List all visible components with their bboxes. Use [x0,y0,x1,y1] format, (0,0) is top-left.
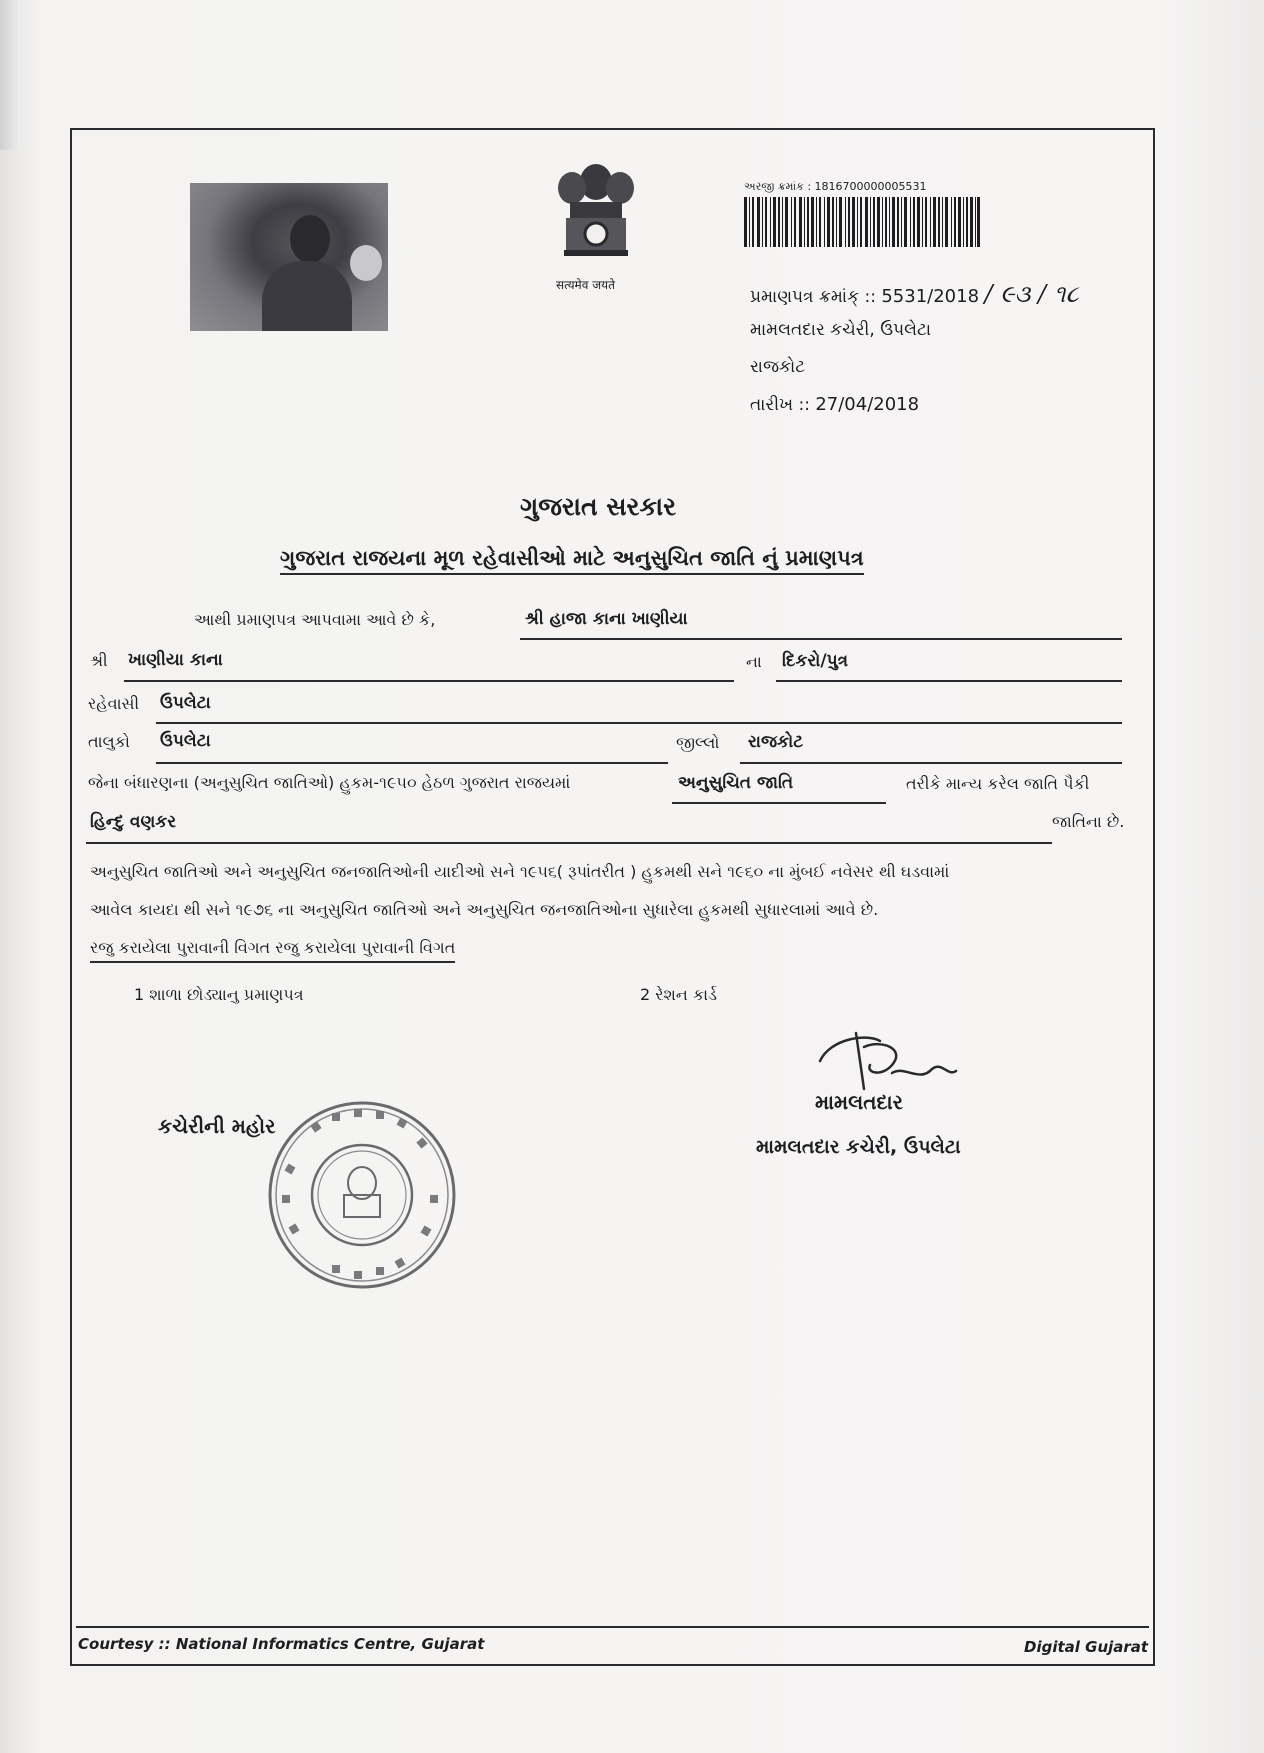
holder-name-line [520,638,1122,640]
issue-date: તારીખ :: 27/04/2018 [750,394,920,415]
resident-line [156,722,1122,724]
taluka-value: ઉપલેટા [160,731,211,751]
evidence-item: 1 શાળા છોડ્યાનુ પ્રમાણપત્ર [134,985,304,1004]
resident-value: ઉપલેટા [160,693,211,713]
body-paragraph-line-2: આવેલ કાયદા થી સને ૧૯૭૬ ના અનુસુચિત જાતિઓ અને અનુસુચિત જનજાતિઓના સુધારેલા હુકમથી સુધારલામાં આવે છે. [90,900,879,919]
emblem-motto: सत्यमेव जयते [556,278,615,292]
taluka-line [156,762,668,764]
district-line [740,762,1122,764]
district-value: રાજકોટ [748,732,804,752]
intro-text: આથી પ્રમાણપત્ર આપવામા આવે છે કે, [194,610,436,629]
application-number: અરજી ક્રમાંક : 1816700000005531 [744,180,927,193]
certificate-number: પ્રમાણપત્ર ક્રમાંક્ :: 5531/2018 / ૯૩ / ૧૮ [750,280,1079,308]
page-title: ગુજરાત સરકાર [520,492,677,521]
caste-value: હિન્દુ વણકર [90,812,177,832]
barcode [744,197,980,247]
issuing-district: રાજકોટ [750,357,806,377]
footer-courtesy: Courtesy :: National Informatics Centre, Gujarat [78,1635,485,1653]
father-name-line [124,680,734,682]
holder-photo [190,183,388,331]
taluka-label: તાલુકો [88,732,130,751]
scan-edge [0,0,20,150]
order-text: જેના બંધારણના (અનુસુચિત જાતિઓ) હુકમ-૧૯૫૦ હેઠળ ગુજરાત રાજયમાં [88,773,571,792]
issuing-office: મામલતદાર કચેરી, ઉપલેટા [750,320,932,340]
evidence-heading: રજુ કરાયેલા પુરાવાની વિગત રજુ કરાયેલા પુરાવાની વિગત [90,938,455,963]
district-label: જીલ્લો [676,733,720,752]
father-prefix: શ્રી [90,651,108,670]
relation-line [776,680,1122,682]
footer-brand: Digital Gujarat [1024,1638,1149,1656]
certificate-border [70,128,1155,1666]
signatory-designation: મામલતદાર [815,1090,903,1114]
category-value: અનુસુચિત જાતિ [678,773,794,793]
father-name: ખાણીયા કાના [128,650,223,670]
body-paragraph-line-1: અનુસુચિત જાતિઓ અને અનુસુચિત જનજાતિઓની યાદીઓ સને ૧૯૫૬( રૂપાંતરીત ) હુકમથી સને ૧૯૬૦ ના મુંબઈ નવેસર થી ઘડવામાં [90,862,950,881]
seal-label: કચેરીની મહોર [158,1114,276,1138]
holder-name: શ્રી હાજા કાના ખાણીયા [525,609,688,629]
resident-label: રહેવાસી [88,694,140,713]
national-emblem-icon [546,152,646,292]
footer-divider [76,1626,1149,1628]
recognized-text: તરીકે માન્ય કરેલ જાતિ પૈકી [906,774,1090,793]
category-line [672,802,886,804]
relation-label: ના [746,652,762,671]
caste-suffix: જાતિના છે. [1052,812,1125,831]
caste-line [86,842,1052,844]
certificate-subtitle: ગુજરાત રાજયના મૂળ રહેવાસીઓ માટે અનુસુચિત જાતિ નું પ્રમાણપત્ર [280,546,864,575]
relation-value: દિકરો/પુત્ર [782,651,849,671]
office-seal [262,1095,462,1295]
evidence-item: 2 રેશન કાર્ડ [640,985,717,1004]
signatory-office: મામલતદાર કચેરી, ઉપલેટા [756,1136,961,1158]
handwritten-signature [808,1025,968,1095]
